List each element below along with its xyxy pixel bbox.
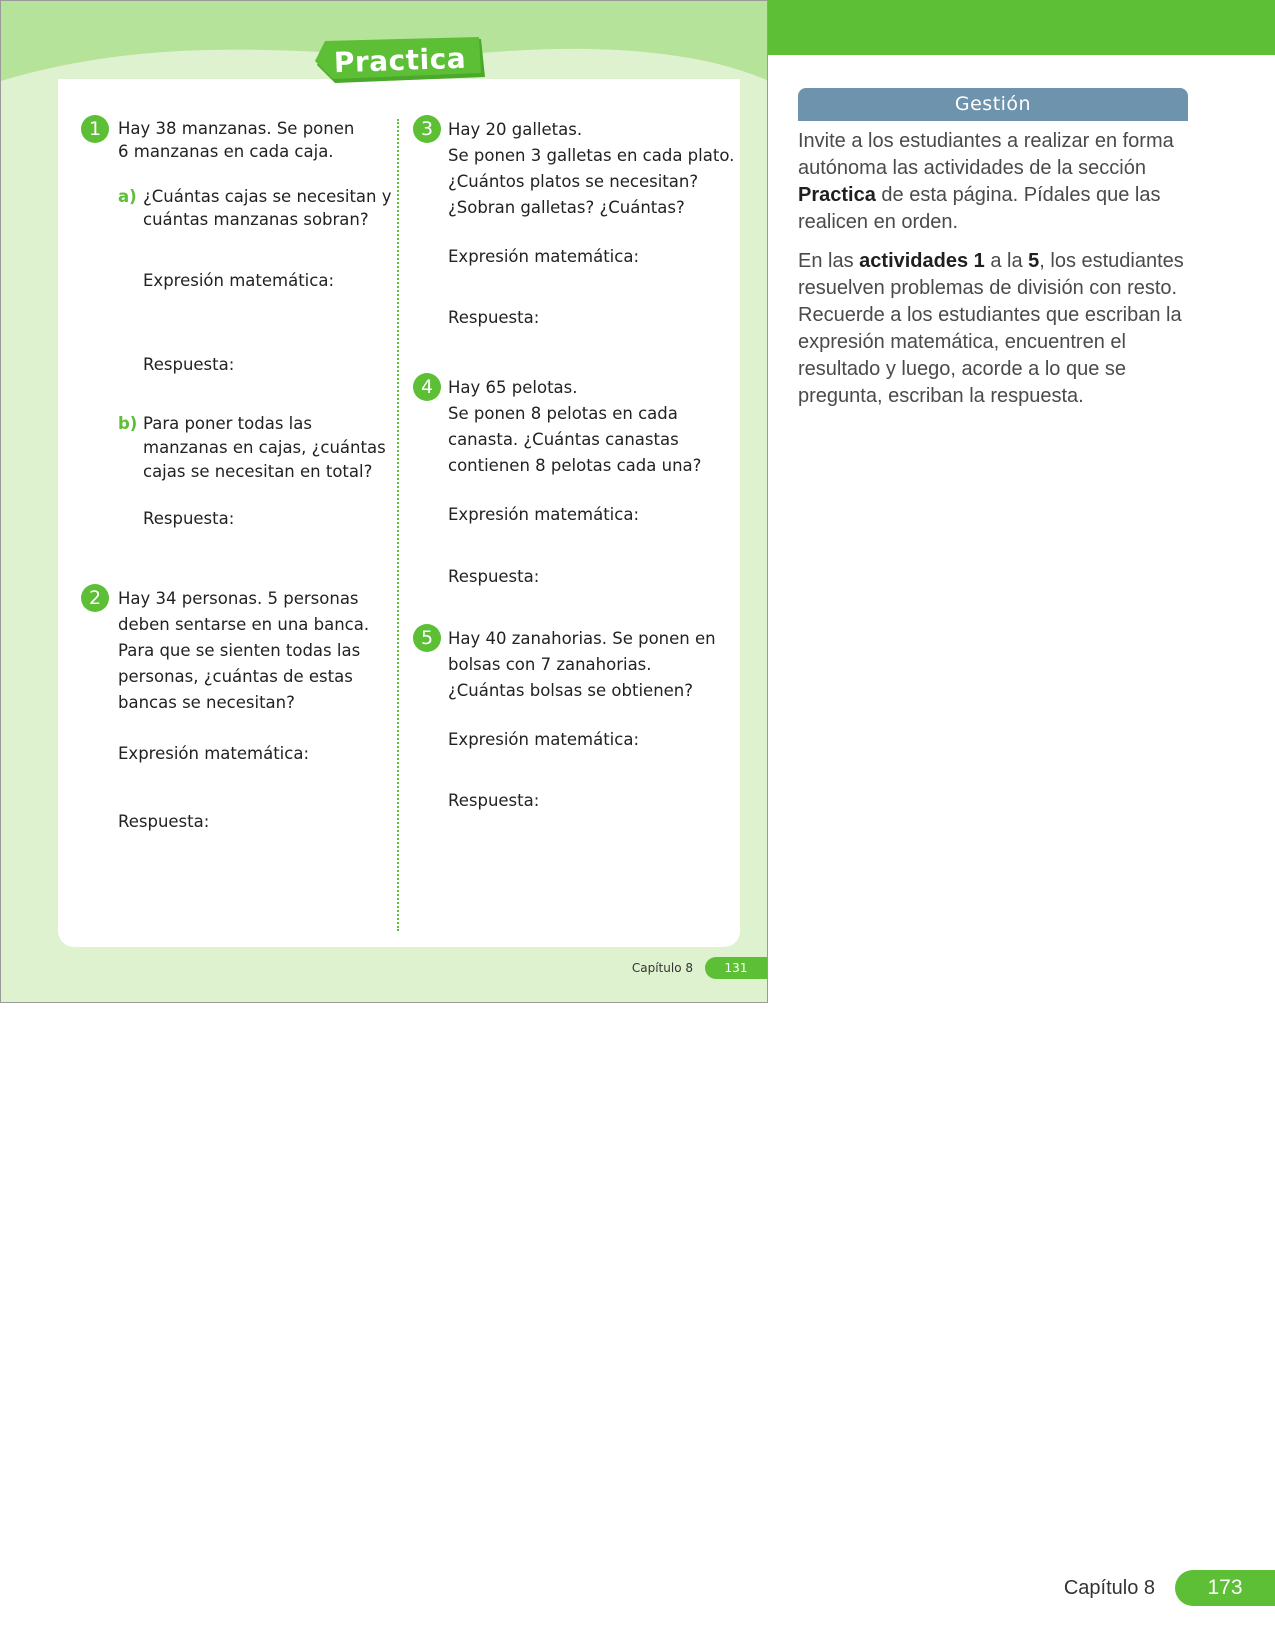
page-footer-number: 173 [1175, 1570, 1275, 1606]
guide-p2-text-b: a la [984, 250, 1029, 272]
student-page-footer [632, 957, 767, 979]
problem-1b-answer-label: Respuesta: [143, 509, 235, 528]
top-green-bar [760, 0, 1275, 55]
problem-4-expression-label: Expresión matemática: [448, 505, 639, 524]
problem-5-statement: Hay 40 zanahorias. Se ponen en bolsas con 7 zanahorias. ¿Cuántas bolsas se obtienen? [448, 629, 716, 700]
guide-paragraph-1 [798, 128, 1208, 236]
problem-1a-question: ¿Cuántas cajas se necesitan y cuántas manzanas sobran? [143, 187, 392, 229]
problem-1-number: 1 [81, 115, 109, 143]
problem-4-number: 4 [413, 373, 441, 401]
problem-1-statement: Hay 38 manzanas. Se ponen 6 manzanas en cada caja. [118, 119, 355, 161]
guide-p1-text-a: Invite a los estudiantes a realizar en forma autónoma las actividades de la sección [798, 130, 1174, 179]
problem-3-statement: Hay 20 galletas. Se ponen 3 galletas en cada plato. ¿Cuántos platos se necesitan? ¿Sobran galletas? ¿Cuántas? [448, 120, 735, 217]
problem-5-answer-label: Respuesta: [448, 791, 540, 810]
problem-3-number: 3 [413, 115, 441, 143]
page-footer [1064, 1570, 1275, 1606]
section-title: Practica [333, 41, 467, 80]
problem-4-statement: Hay 65 pelotas. Se ponen 8 pelotas en cada canasta. ¿Cuántas canastas contienen 8 pelotas cada una? [448, 378, 702, 475]
problem-5-number: 5 [413, 624, 441, 652]
gestion-header: Gestión [798, 88, 1188, 121]
problem-2-expression-label: Expresión matemática: [118, 744, 309, 763]
problem-2-answer-label: Respuesta: [118, 812, 210, 831]
problem-3-expression-label: Expresión matemática: [448, 247, 639, 266]
guide-p2-bold-a: actividades 1 [859, 250, 985, 272]
problem-1a-expression-label: Expresión matemática: [143, 271, 334, 290]
problem-1a-label: a) [118, 187, 137, 206]
student-footer-page-number: 131 [705, 957, 767, 979]
page-footer-chapter: Capítulo 8 [1063, 1576, 1155, 1599]
problem-2-statement: Hay 34 personas. 5 personas deben sentarse en una banca. Para que se sienten todas las personas, ¿cuántas de estas bancas se necesitan? [118, 589, 370, 712]
problem-1a-answer-label: Respuesta: [143, 355, 235, 374]
column-divider [397, 119, 399, 931]
guide-p2-bold-b: 5 [1028, 250, 1040, 272]
guide-p1-bold: Practica [798, 184, 876, 206]
student-page [0, 0, 768, 1003]
problem-4-answer-label: Respuesta: [448, 567, 540, 586]
guide-p2-text-c: , los estudiantes resuelven problemas de división con resto. Recuerde a los estudiantes que escriban la expresión matemática, encuentren el resultado y luego, acorde a lo que se pregunta, escriban la respuesta. [798, 250, 1184, 407]
problem-5-expression-label: Expresión matemática: [448, 730, 639, 749]
guide-paragraph-2 [798, 248, 1208, 410]
guide-p1-text-b: de esta página. Pídales que las realicen en orden. [798, 184, 1161, 233]
problem-1b-label: b) [118, 414, 138, 433]
student-footer-chapter: Capítulo 8 [631, 961, 693, 975]
problem-2-number: 2 [81, 584, 109, 612]
problem-1b-question: Para poner todas las manzanas en cajas, ¿cuántas cajas se necesitan en total? [143, 414, 386, 481]
problem-3-answer-label: Respuesta: [448, 308, 540, 327]
guide-p2-text-a: En las [798, 250, 860, 272]
